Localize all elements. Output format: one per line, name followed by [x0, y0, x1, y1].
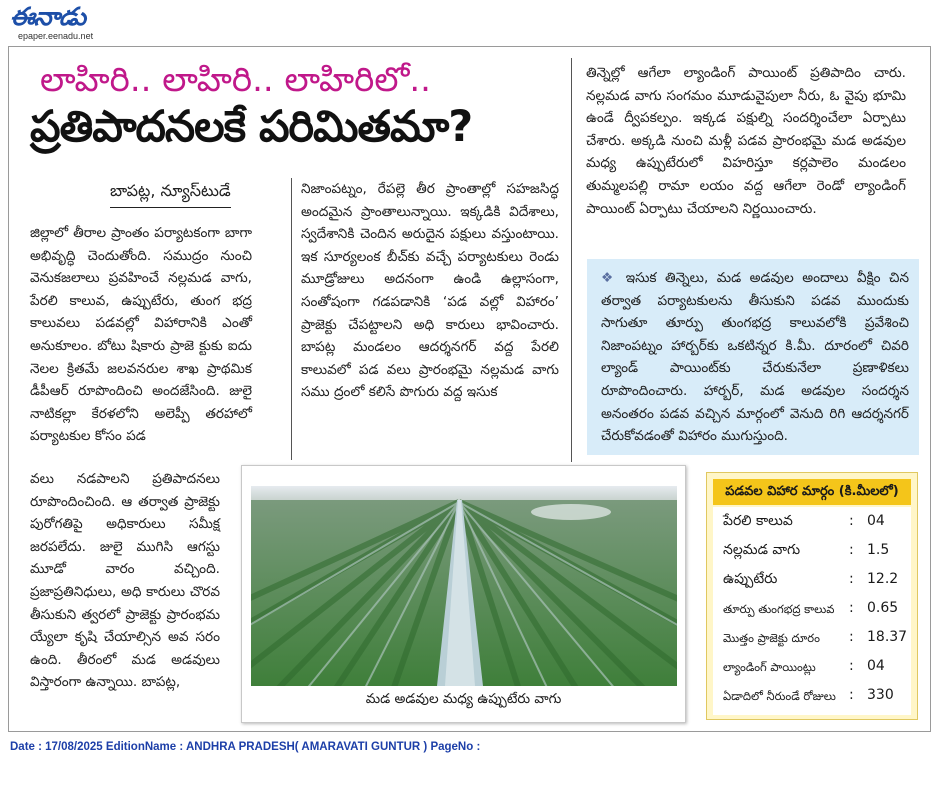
column-divider — [291, 178, 292, 460]
row-value: 0.65 — [867, 600, 899, 616]
table-row — [713, 509, 911, 537]
row-value: 04 — [867, 658, 885, 674]
row-label: నల్లమడ వాగు — [723, 542, 801, 558]
table-row — [713, 538, 911, 566]
row-separator: : — [849, 658, 854, 674]
table-row — [713, 683, 911, 711]
edition-footer: Date : 17/08/2025 EditionName : ANDHRA PRADESH( AMARAVATI GUNTUR ) PageNo : — [10, 741, 481, 753]
row-value: 1.5 — [867, 542, 890, 558]
logo-site-url: epaper.eenadu.net — [18, 31, 94, 41]
row-separator: : — [849, 571, 854, 587]
logo-wordmark: ఈనాడు — [10, 2, 85, 31]
column-divider — [571, 58, 572, 462]
row-value: 12.2 — [867, 571, 899, 587]
article-column-3: తిన్నెల్లో ఆగేలా ల్యాండింగ్ పాయింట్ ప్రతిపాదిం చారు. నల్లమడ వాగు సంగమం మూడువైపులా నీరు, ఓ వైపు భూమి ఉండే ద్వీపకల్పం. ఇక్కడ పక్షుల్ని సందర్శించేలా ఏర్పాటు చేశారు. అక్కడి నుంచి మళ్లీ పడవ ప్రారంభమై మడ అడవుల మధ్య ఉప్పుటేరులో విహరిస్తూ కర్లపాలెం మండలం తుమ్మలపల్లి రామా లయం వద్ద ఆగేలా రెండో ల్యాండింగ్ పాయింట్ ఏర్పాటు చేయాలని నిర్ణయించారు. — [586, 65, 906, 217]
eenadu-logo[interactable] — [8, 2, 128, 46]
photo-caption: మడ అడవుల మధ్య ఉప్పుటేరు వాగు — [365, 691, 562, 707]
row-separator: : — [849, 687, 854, 703]
route-table-title: పడవల విహార మార్గం (కి.మీలలో) — [713, 479, 911, 505]
highlight-box — [587, 259, 919, 455]
route-table — [706, 472, 918, 720]
table-row — [713, 567, 911, 595]
row-label: ఉప్పుటేరు — [723, 571, 778, 587]
row-label: ల్యాండింగ్ పాయింట్లు — [723, 660, 816, 674]
row-label: తూర్పు తుంగభద్ర కాలువ — [723, 602, 835, 616]
row-separator: : — [849, 542, 854, 558]
row-value: 330 — [867, 687, 894, 703]
article-kicker: లాహిరి.. లాహిరి.. లాహిరిలో.. — [40, 60, 431, 100]
row-label: మొత్తం ప్రాజెక్టు దూరం — [723, 631, 820, 645]
highlight-text: ఇసుక తిన్నెలు, మడ అడవుల అందాలు వీక్షిం చిన తర్వాత పర్యాటకులను తీసుకుని పడవ ముందుకు సాగుతూ తూర్పు తుంగభద్ర కాలువలోకి ప్రవేశించి నిజాంపట్నం హార్బర్‌కు ఒకటిన్నర కి.మీ. దూరంలో చివరి ల్యాండ్ పాయింట్‌కు చేరుకునేలా ప్రణాళికలు రూపొందించారు. హార్బర్, మడ అడవుల సందర్శన అనంతరం పడవ వచ్చిన మార్గంలో వెనుది రిగి ఆదర్శనగర్ చేరుకోవడంతో విహారం ముగుస్తుంది. — [601, 270, 909, 445]
row-separator: : — [849, 600, 854, 616]
table-row — [713, 654, 911, 682]
photo-frame — [241, 465, 686, 723]
row-label: పేరలి కాలువ — [723, 513, 793, 529]
row-value: 04 — [867, 513, 885, 529]
table-row — [713, 625, 911, 653]
article-byline: బాపట్ల, న్యూస్‌టుడే — [110, 181, 231, 208]
row-separator: : — [849, 629, 854, 645]
row-value: 18.37 — [867, 629, 908, 645]
article-column-1: జిల్లాలో తీరాల ప్రాంతం పర్యాటకంగా బాగా అభివృద్ధి చెందుతోంది. సముద్రం నుంచి వెనుకజలాలు ప్రవహించే నల్లమడ వాగు, పేరలి కాలువ, ఉప్పుటేరు, తుంగ భద్ర కాలువలు పడవల్లో విహారానికి ఎంతో అనుకూలం. బోటు షికారు ప్రాజె క్టుకు ఐదు నెలల క్రితమే జలవనరుల శాఖ ప్రాథమిక డీపీఆర్ రూపొందించి అందజేసింది. జులై నాటికల్లా కేరళలోని అలెప్పీ తరహాలో పర్యాటకుల కోసం పడ — [30, 225, 252, 445]
table-row — [713, 596, 911, 624]
route-table-body — [713, 507, 911, 715]
row-label: ఏడాదిలో నీరుండే రోజులు — [723, 689, 836, 703]
article-column-2: నిజాంపట్నం, రేపల్లె తీర ప్రాంతాల్లో సహజసిద్ధ అందమైన ప్రాంతాలున్నాయి. ఇక్కడికి విదేశాలు, స్వదేశానికి చెందిన అరుదైన పక్షులు వస్తుంటాయి. ఇక సూర్యలంక బీచ్‌కు వచ్చే పర్యాటకులు రెండు మూడ్రోజులు అదనంగా ఉండి ఉల్లాసంగా, సంతోషంగా గడపడానికి ‘పడ వల్లో విహారం’ ప్రాజెక్టు చేపట్టాలని అధి కారులు భావించారు. బాపట్ల మండలం ఆదర్శనగర్ వద్ద పేరలి కాలువలో పడ వలు ప్రారంభమై నల్లమడ వాగు సము ద్రంలో కలిసే పొగురు వద్ద ఇసుక — [301, 181, 559, 401]
article-column-1-continued: వలు నడపాలని ప్రతిపాదనలు రూపొందించింది. ఆ తర్వాత ప్రాజెక్టు పురోగతిపై అధికారులు సమీక్ష జరపలేదు. జులై ముగిసి ఆగస్టు మూడో వారం వచ్చింది. ప్రజాప్రతినిధులు, అధి కారులు చొరవ తీసుకుని త్వరలో ప్రాజెక్టు ప్రారంభమ య్యేలా కృషి చేయాల్సిన అవ సరం ఉంది. తీరంలో మడ అడవులు విస్తారంగా ఉన్నాయి. బాపట్ల, — [30, 471, 220, 691]
article-headline: ప్రతిపాదనలకే పరిమితమా? — [30, 102, 473, 152]
mangrove-canal-photo[interactable] — [251, 486, 677, 686]
row-separator: : — [849, 513, 854, 529]
diamond-bullet-icon: ❖ — [601, 270, 618, 286]
